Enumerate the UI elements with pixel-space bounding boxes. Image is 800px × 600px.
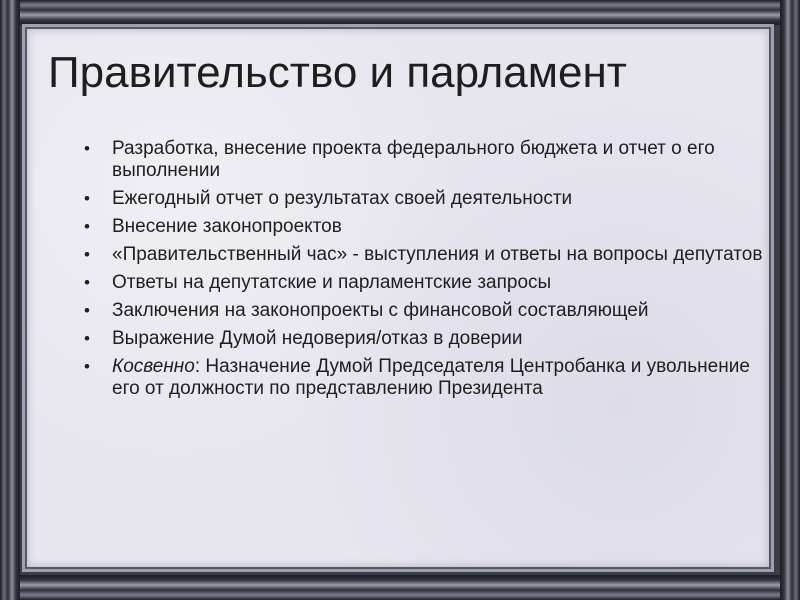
bullet-item [84,188,764,210]
bullet-icon: • [84,273,90,292]
bullet-icon: • [84,139,90,158]
bullet-icon: • [84,329,90,348]
bullet-text-italic: Косвенно [112,356,195,377]
bullet-item [84,216,764,238]
bullet-icon: • [84,357,90,376]
bullet-text: : Назначение Думой Председателя Центробанка и увольнение его от должности по представлению Президента [112,356,750,399]
bullet-item [84,272,764,294]
bullet-text: Ежегодный отчет о результатах своей деятельности [112,188,573,209]
slide-title: Правительство и парламент [48,48,627,97]
bullet-text: «Правительственный час» - выступления и ответы на вопросы депутатов [112,244,763,265]
bullet-item [84,328,764,350]
bullet-text: Внесение законопроектов [112,216,342,237]
bullet-item [84,356,764,400]
bullet-item [84,300,764,322]
bullet-text: Заключения на законопроекты с финансовой составляющей [112,300,649,321]
bullet-item [84,138,764,182]
bullet-text: Выражение Думой недоверия/отказ в доверии [112,328,523,349]
bullet-list [84,138,764,406]
bullet-text: Ответы на депутатские и парламентские запросы [112,272,552,293]
bullet-icon: • [84,301,90,320]
bullet-item [84,244,764,266]
bullet-icon: • [84,245,90,264]
bullet-icon: • [84,217,90,236]
bullet-text: Разработка, внесение проекта федерального бюджета и отчет о его выполнении [112,138,715,181]
bullet-icon: • [84,189,90,208]
